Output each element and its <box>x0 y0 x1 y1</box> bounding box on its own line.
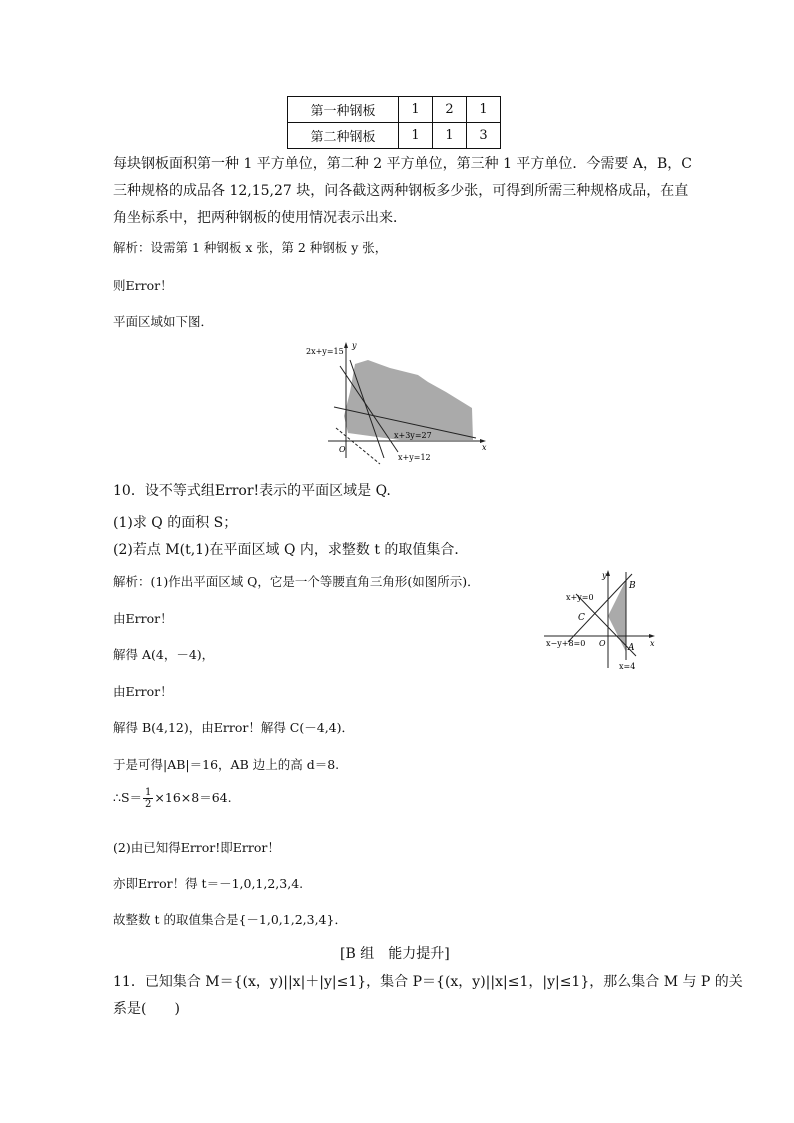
label-y: y <box>602 571 607 580</box>
solution-formula <box>113 787 232 810</box>
problem-text: 三种规格的成品各 12,15,27 块，问各截这两种钢板多少张，可得到所需三种规格成品，在直 <box>113 183 689 199</box>
solution-text: 解析：(1)作出平面区域 Q，它是一个等腰直角三角形(如图所示)． <box>113 574 480 589</box>
table-cell: 3 <box>467 123 501 149</box>
label-x-y+8=0: x−y+8=0 <box>546 639 586 648</box>
solution-text: 于是可得|AB|＝16，AB 边上的高 d＝8. <box>113 757 340 772</box>
problem-text: 角坐标系中，把两种钢板的使用情况表示出来． <box>113 210 407 226</box>
solution-text: 解得 B(4,12)，由Error！解得 C(－4,4)． <box>113 720 354 735</box>
table-cell: 1 <box>433 123 467 149</box>
label-x+y=0: x+y=0 <box>566 593 594 602</box>
fraction <box>143 787 153 810</box>
solution-text: 由Error！ <box>113 684 173 699</box>
table-cell: 1 <box>467 97 501 123</box>
solution-text: 解得 A(4，－4)， <box>113 647 215 662</box>
label-a: A <box>628 643 635 653</box>
problem-text: 系是( ) <box>113 1001 180 1017</box>
table-cell: 1 <box>399 123 433 149</box>
label-x+y=12: x+y=12 <box>398 453 431 462</box>
feasible-region-figure <box>300 340 500 465</box>
section-title: [B 组 能力提升] <box>340 946 450 962</box>
triangle-region-figure <box>540 568 665 673</box>
label-origin: O <box>599 639 606 648</box>
fraction-numerator: 1 <box>145 787 152 798</box>
fraction-denominator: 2 <box>145 799 152 810</box>
label-b: B <box>629 581 636 591</box>
table-cell: 第二种钢板 <box>288 123 399 149</box>
label-x: x <box>650 639 655 648</box>
label-x=4: x=4 <box>619 662 636 671</box>
problem-text: (1)求 Q 的面积 S； <box>113 515 238 531</box>
label-origin: O <box>339 445 346 454</box>
solution-text: 由Error！ <box>113 611 173 626</box>
problem-text: 每块钢板面积第一种 1 平方单位，第二种 2 平方单位，第三种 1 平方单位．今需要 A，B，C <box>113 156 692 172</box>
label-x: x <box>482 443 487 452</box>
table-cell: 2 <box>433 97 467 123</box>
label-c: C <box>578 613 585 623</box>
label-y: y <box>352 341 357 350</box>
formula-part: ×16×8＝64. <box>154 790 232 805</box>
label-2x+y=15: 2x+y=15 <box>306 347 344 356</box>
table-row <box>288 123 501 149</box>
steel-table <box>287 96 501 149</box>
table-cell: 第一种钢板 <box>288 97 399 123</box>
solution-text: 亦即Error！得 t＝－1,0,1,2,3,4. <box>113 876 304 891</box>
problem-text: (2)若点 M(t,1)在平面区域 Q 内，求整数 t 的取值集合． <box>113 542 469 558</box>
formula-part: ∴S＝ <box>113 790 143 805</box>
problem-text: 10．设不等式组Error!表示的平面区域是 Q. <box>113 483 391 499</box>
solution-text: 故整数 t 的取值集合是{－1,0,1,2,3,4}． <box>113 912 347 927</box>
table-row <box>288 97 501 123</box>
solution-text: 则Error！ <box>113 278 173 293</box>
problem-text: 11．已知集合 M＝{(x，y)||x|＋|y|≤1}，集合 P＝{(x，y)||x|≤1，|y|≤1}，那么集合 M 与 P 的关 <box>113 974 743 990</box>
solution-text: 平面区域如下图． <box>113 314 214 329</box>
solution-text: 解析：设需第 1 种钢板 x 张，第 2 种钢板 y 张， <box>113 240 388 255</box>
label-x+3y=27: x+3y=27 <box>394 431 432 440</box>
table-cell: 1 <box>399 97 433 123</box>
triangle-region <box>608 580 626 652</box>
solution-text: (2)由已知得Error!即Error！ <box>113 840 280 855</box>
